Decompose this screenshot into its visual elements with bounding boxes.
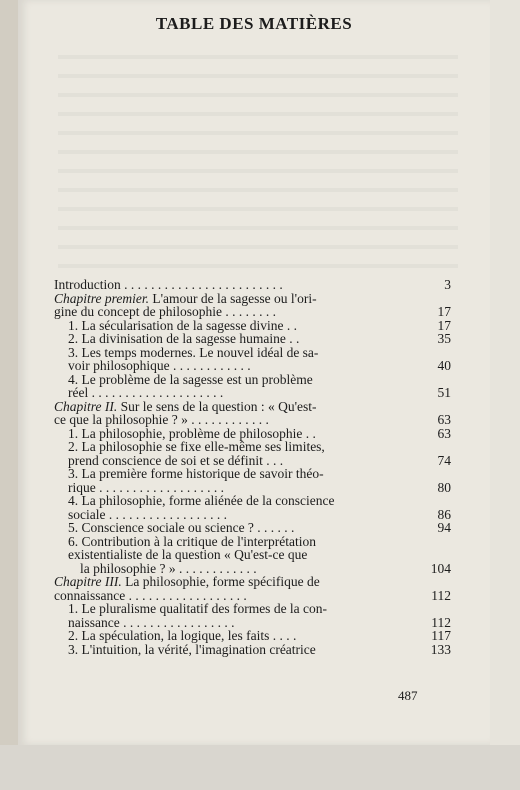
- entry-label: 5. Conscience sociale ou science ? . . . . . .: [68, 520, 295, 535]
- entry-label-line1: La philosophie, forme spécifique de: [125, 574, 320, 589]
- entry-page: 133: [430, 641, 451, 657]
- toc-section-2-1: [54, 425, 451, 441]
- entry-label: 1. La philosophie, problème de philosophie . .: [68, 425, 316, 441]
- entry-page: 117: [431, 628, 451, 643]
- entry-label-line1: 4. La philosophie, forme aliénée de la conscience: [68, 493, 335, 508]
- toc-section-2-4: [54, 493, 451, 522]
- chapter-label: Chapitre premier.: [54, 290, 149, 306]
- entry-label-line1: 4. Le problème de la sagesse est un problème: [68, 371, 313, 387]
- entry-page: 35: [437, 331, 451, 346]
- entry-page: 74: [437, 452, 451, 468]
- entry-page: 63: [437, 425, 451, 441]
- toc-section-2-2: [54, 439, 451, 468]
- entry-label-line1: 2. La philosophie se fixe elle-même ses limites,: [68, 439, 325, 454]
- entry-page: 63: [437, 412, 451, 427]
- page-title: TABLE DES MATIÈRES: [155, 14, 353, 33]
- table-of-contents: [54, 277, 451, 657]
- entry-label-line2: sociale . . . . . . . . . . . . . . . . . .: [68, 506, 227, 522]
- entry-page: 40: [437, 358, 451, 373]
- entry-label-line2: connaissance . . . . . . . . . . . . . . . . . .: [54, 587, 247, 603]
- toc-section-3-3: [54, 641, 451, 657]
- toc-chapter-3: [54, 574, 451, 603]
- entry-page: 86: [437, 506, 451, 522]
- entry-label: 3. L'intuition, la vérité, l'imagination créatrice: [68, 641, 316, 657]
- toc-section-1-3: [54, 344, 451, 373]
- entry-label-line1: L'amour de la sagesse ou l'ori-: [152, 290, 317, 306]
- entry-page: 94: [437, 520, 451, 535]
- entry-label-line2: gine du concept de philosophie . . . . . . . .: [54, 304, 276, 319]
- entry-label-line1: 6. Contribution à la critique de l'interprétation: [68, 533, 316, 549]
- toc-chapter-2: [54, 398, 451, 427]
- entry-page: 80: [437, 479, 451, 495]
- toc-section-3-2: [54, 628, 451, 643]
- entry-page: 3: [444, 277, 451, 292]
- toc-section-1-1: [54, 317, 451, 333]
- table-surface: [0, 745, 520, 790]
- entry-label-line2: réel . . . . . . . . . . . . . . . . . . . .: [68, 385, 224, 400]
- entry-label-line2: rique . . . . . . . . . . . . . . . . . . .: [68, 479, 224, 495]
- entry-label: Introduction . . . . . . . . . . . . . . . . . . . . . . . .: [54, 277, 283, 292]
- chapter-label: Chapitre II.: [54, 398, 118, 414]
- entry-page: 112: [431, 587, 451, 603]
- toc-section-2-3: [54, 466, 451, 495]
- chapter-label: Chapitre III.: [54, 574, 122, 589]
- toc-section-2-6: [54, 533, 451, 576]
- book-cover-right: [488, 0, 520, 760]
- entry-page: 104: [430, 560, 451, 576]
- entry-page: 51: [437, 385, 451, 400]
- entry-label-line2: prend conscience de soi et se définit . . .: [68, 452, 284, 468]
- book-page: [18, 0, 490, 745]
- toc-section-1-4: [54, 371, 451, 400]
- entry-label-line1: 3. Les temps modernes. Le nouvel idéal de sa-: [68, 344, 319, 360]
- entry-label: 2. La divinisation de la sagesse humaine . .: [68, 331, 300, 346]
- toc-entry-introduction: [54, 277, 451, 292]
- entry-label-line1: 1. Le pluralisme qualitatif des formes de la con-: [68, 601, 328, 616]
- toc-chapter-1: [54, 290, 451, 319]
- show-through-text: [58, 40, 458, 270]
- entry-label-line2: naissance . . . . . . . . . . . . . . . . .: [68, 614, 235, 630]
- entry-page: 17: [437, 304, 451, 319]
- entry-label-line1: 3. La première forme historique de savoir théo-: [68, 466, 324, 481]
- entry-label-line2: ce que la philosophie ? » . . . . . . . . . . . .: [54, 412, 269, 427]
- toc-section-3-1: [54, 601, 451, 630]
- entry-label-line2: voir philosophique . . . . . . . . . . . .: [68, 358, 251, 373]
- toc-section-2-5: [54, 520, 451, 535]
- entry-page: 112: [431, 614, 451, 630]
- entry-label-line2: existentialiste de la question « Qu'est-ce que: [68, 547, 308, 562]
- entry-label: 2. La spéculation, la logique, les faits . . . .: [68, 628, 297, 643]
- toc-section-1-2: [54, 331, 451, 346]
- entry-label: 1. La sécularisation de la sagesse divine . .: [68, 317, 298, 333]
- entry-label-line3: la philosophie ? » . . . . . . . . . . . .: [80, 560, 257, 576]
- page-number: 487: [398, 688, 418, 703]
- entry-page: 17: [437, 317, 451, 333]
- entry-label-line1: Sur le sens de la question : « Qu'est-: [120, 398, 317, 414]
